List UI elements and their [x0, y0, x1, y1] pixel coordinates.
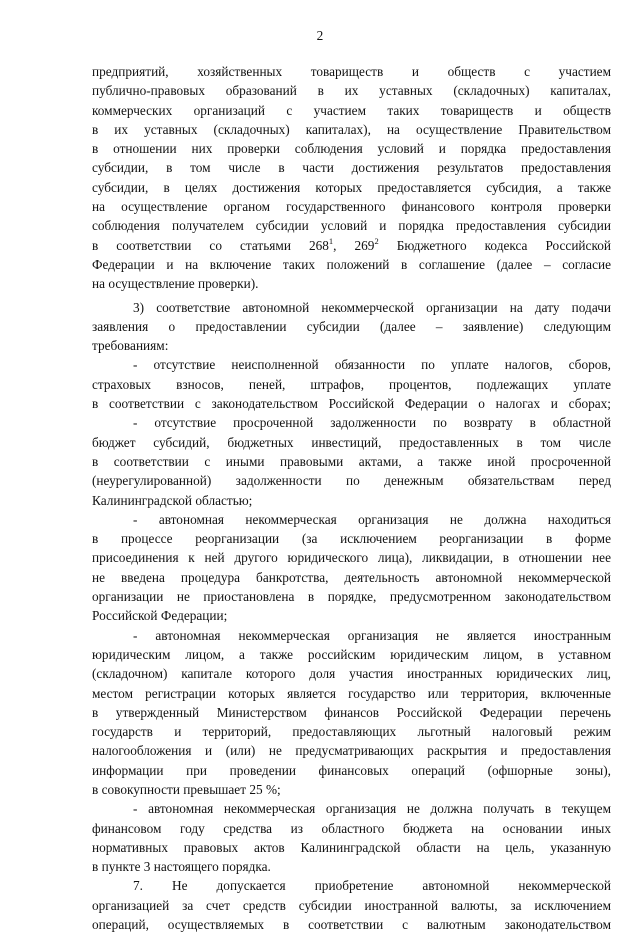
text-line: 3) соответствие автономной некоммерческой организации на дату подачи: [133, 299, 611, 315]
footnote-marker: 2: [374, 235, 379, 246]
text-line: не введена процедура банкротства, деятельность автономной некоммерческой: [92, 569, 611, 585]
text-line: на осуществление проверки).: [92, 276, 259, 292]
text-line: в пункте 3 настоящего порядка.: [92, 859, 271, 875]
footnote-marker: 1: [328, 235, 334, 246]
text-line: юридическим лицом, а также российским юридическим лицом, в уставном: [92, 646, 611, 662]
text-line: - отсутствие неисполненной обязанности по уплате налогов, сборов,: [133, 357, 611, 373]
text-line: в отношении них проверки соблюдения условий и порядка предоставления: [92, 141, 611, 157]
text-line: коммерческих организаций с участием таких товариществ и обществ: [92, 102, 611, 118]
text-line: государств и территорий, предоставляющих льготный налоговый режим: [92, 724, 611, 740]
text-line: в соответствии с иными правовыми актами, а также иной просроченной: [92, 453, 611, 469]
text-line: (складочном) капитале которого доля участия иностранных юридических лиц,: [92, 666, 611, 682]
text-line: операций, осуществляемых в соответствии с валютным законодательством: [92, 917, 611, 933]
text-line: на осуществление органом государственного финансового контроля проверки: [92, 199, 611, 215]
text-line: финансовом году средства из областного бюджета на основании иных: [92, 820, 611, 836]
text-line: присоединения к ней другого юридического лица), ликвидации, в отношении нее: [92, 550, 611, 566]
text-line: публично-правовых образований в их уставных (складочных) капиталах,: [92, 83, 611, 99]
text-line: организацией за счет средств субсидии иностранной валюты, за исключением: [92, 897, 611, 913]
text-line: Российской Федерации;: [92, 608, 228, 624]
text-line: в процессе реорганизации (за исключением реорганизации в форме: [92, 531, 611, 547]
text-line: заявления о предоставлении субсидии (далее – заявление) следующим: [92, 318, 611, 334]
text-line: страховых взносов, пеней, штрафов, процентов, подлежащих уплате: [92, 376, 611, 392]
text-line: требованиям:: [92, 338, 169, 354]
text-line: субсидии, в целях достижения которых предоставляется субсидия, а также: [92, 179, 611, 195]
text-line: в соответствии со статьями $268^1$, $269^2$ Бюджетного кодекса Российской: [92, 235, 611, 253]
text-line: Калининградской областью;: [92, 492, 253, 508]
text-line: налогообложения и (или) не предусматривающих раскрытия и предоставления: [92, 743, 611, 759]
text-line: в совокупности превышает 25 %;: [92, 781, 281, 797]
page-number: 2: [316, 28, 324, 43]
text-line: 7. Не допускается приобретение автономной некоммерческой: [133, 878, 611, 894]
text-line: бюджет субсидий, бюджетных инвестиций, предоставленных в том числе: [92, 434, 611, 450]
text-line: нормативных правовых актов Калининградской области на цель, указанную: [92, 839, 611, 855]
text-line: местом регистрации которых является государство или территория, включенные: [92, 685, 611, 701]
text-line: в соответствии с законодательством Российской Федерации о налогах и сборах;: [92, 396, 611, 412]
text-line: в их уставных (складочных) капиталах), на осуществление Правительством: [92, 121, 611, 137]
text-line: соблюдения получателем субсидии условий и порядка предоставления субсидии: [92, 218, 611, 234]
text-line: предприятий, хозяйственных товариществ и обществ с участием: [92, 64, 611, 79]
text-line: информации при проведении финансовых операций (офшорные зоны),: [92, 762, 611, 778]
text-line: организации не приостановлена в порядке, предусмотренном законодательством: [92, 589, 611, 605]
text-line: в утвержденный Министерством финансов Российской Федерации перечень: [92, 704, 611, 720]
text-line: - автономная некоммерческая организация не должна находиться: [133, 511, 611, 527]
text-line: (неурегулированной) задолженности по денежным обязательствам перед: [92, 473, 611, 489]
text-line: - автономная некоммерческая организация не является иностранным: [133, 627, 611, 643]
text-line: субсидии, в том числе в части достижения результатов предоставления: [92, 160, 611, 176]
text-line: Федерации и на включение таких положений в соглашение (далее – согласие: [92, 256, 611, 272]
document-body: [92, 62, 611, 934]
text-line: - отсутствие просроченной задолженности по возврату в областной: [133, 415, 611, 431]
text-line: - автономная некоммерческая организация не должна получать в текущем: [133, 801, 611, 817]
